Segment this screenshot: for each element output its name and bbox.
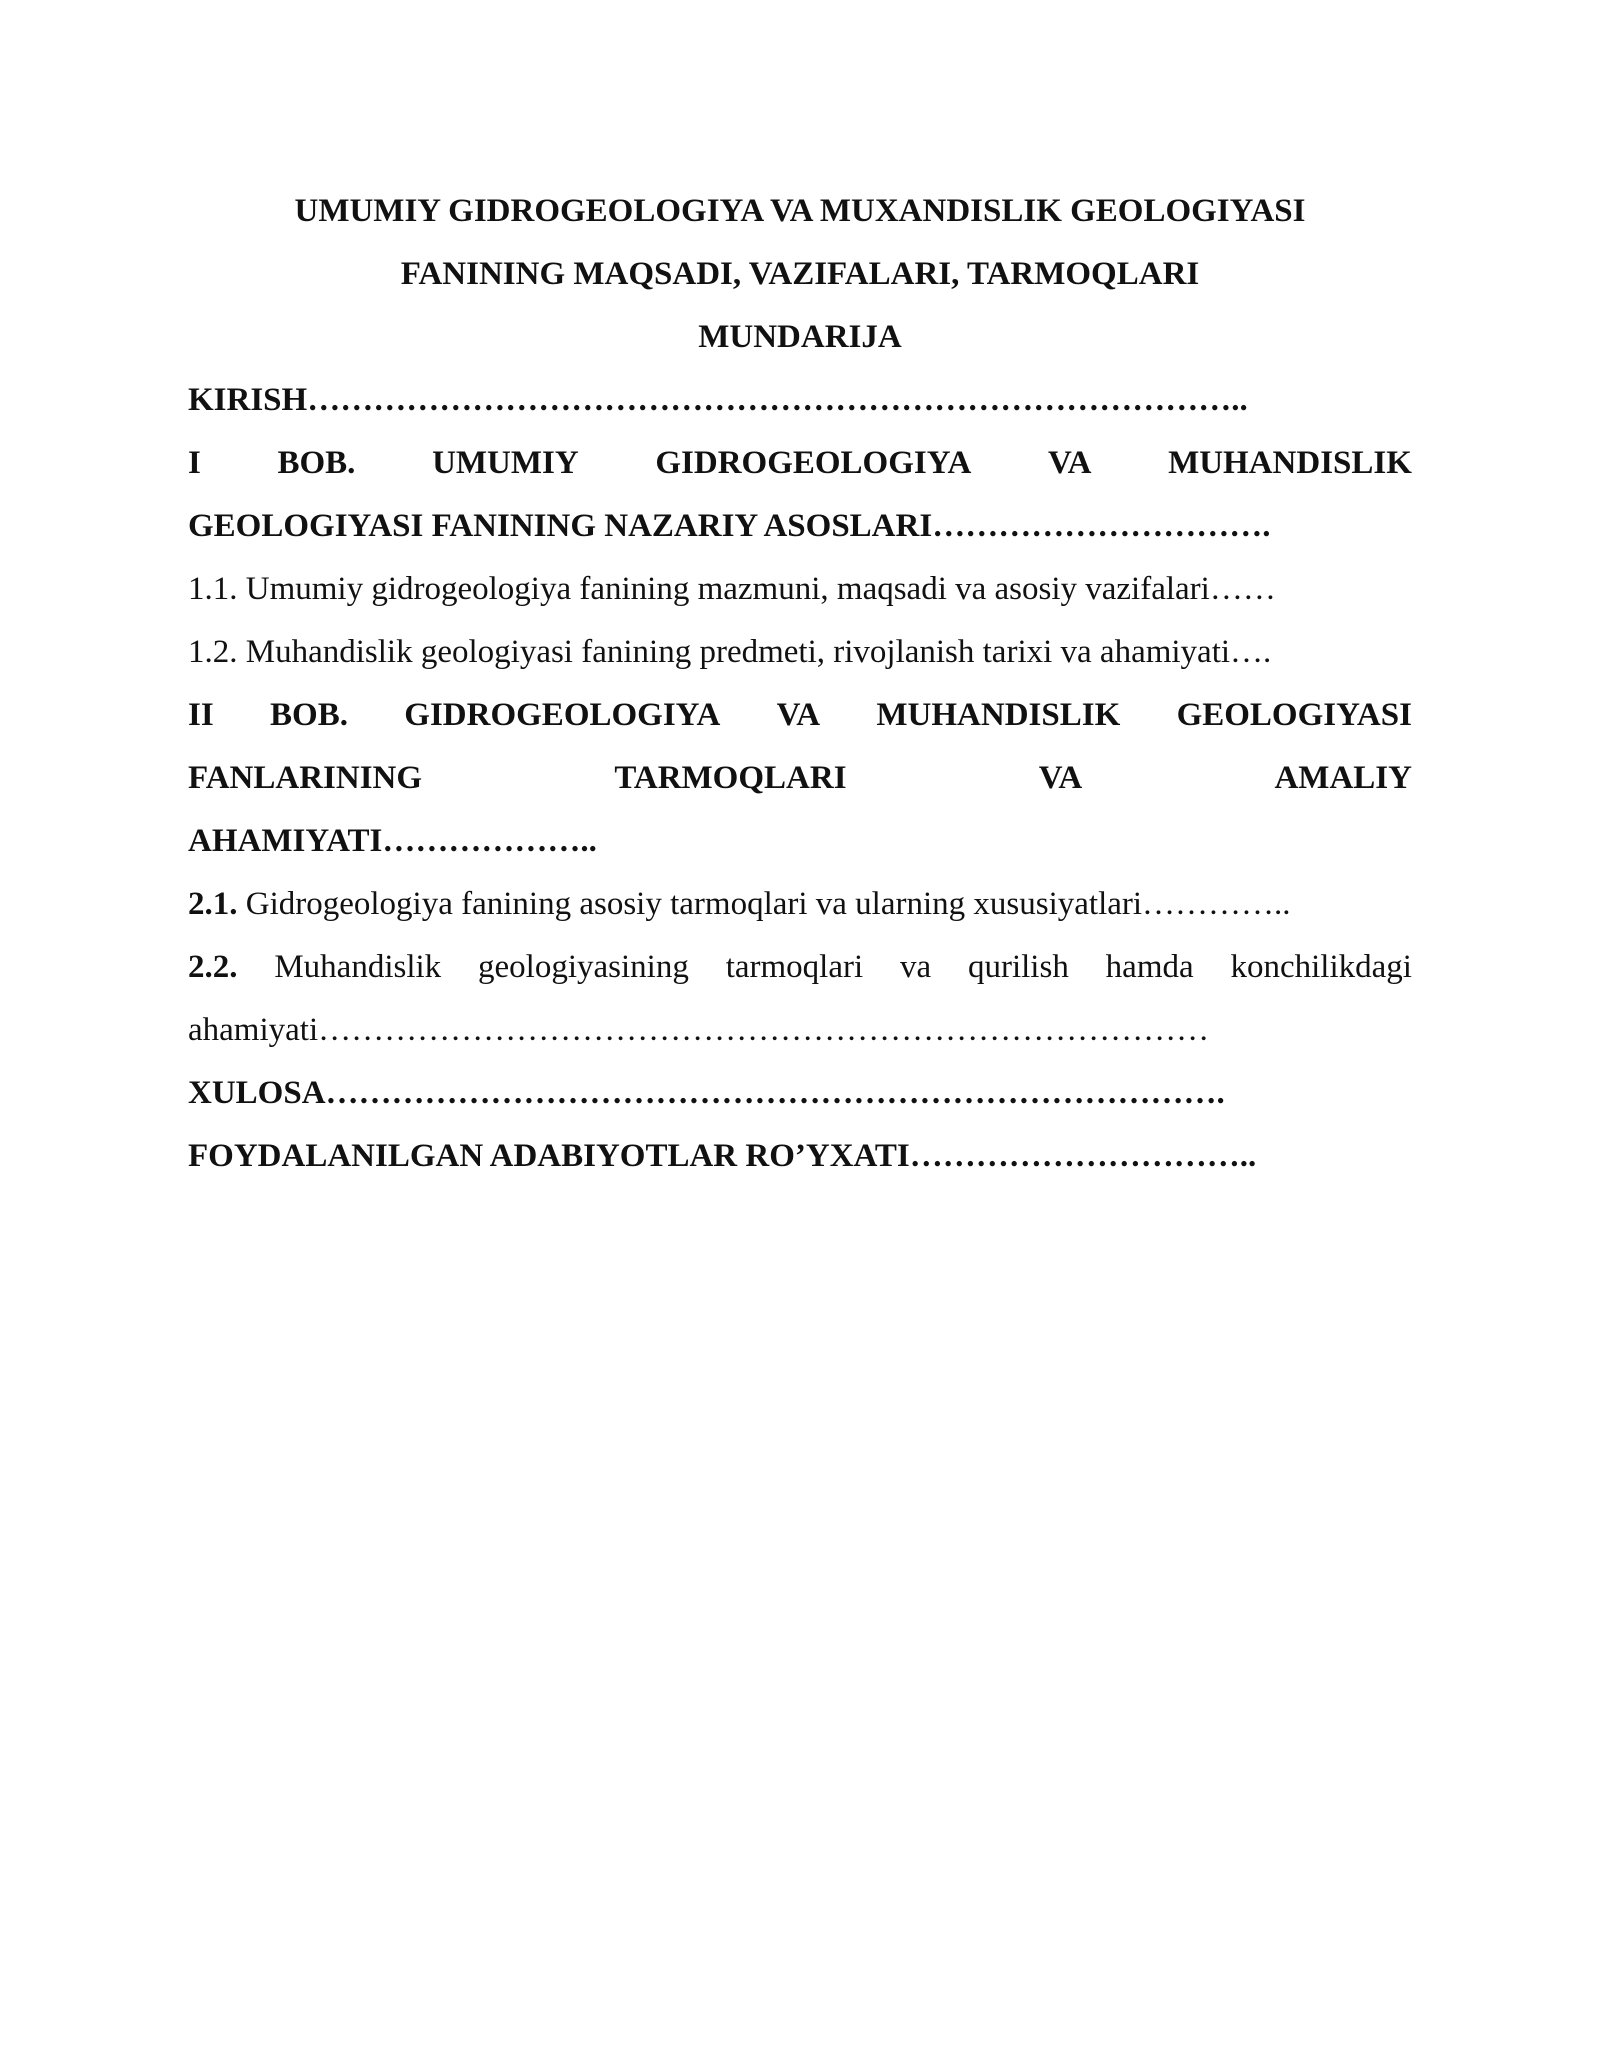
toc-entry-number: 2.1. <box>188 886 238 922</box>
contents-heading: MUNDARIJA <box>698 319 902 355</box>
toc-word: va <box>899 949 932 985</box>
toc-entry-2-2-line2: ahamiyati……………………………………………………………………… <box>188 1012 1210 1048</box>
document-title-line-1: UMUMIY GIDROGEOLOGIYA VA MUXANDISLIK GEOLOGIYASI <box>294 193 1306 229</box>
toc-word: geologiyasining <box>478 949 689 985</box>
toc-word: MUHANDISLIK <box>1168 445 1412 481</box>
toc-word: GEOLOGIYASI <box>1176 697 1412 733</box>
toc-word: hamda <box>1105 949 1194 985</box>
toc-entry-bob2-line1 <box>188 684 1412 747</box>
toc-word: TARMOQLARI <box>614 760 847 796</box>
toc-entry-bob2-line2 <box>188 747 1412 810</box>
document-page <box>188 180 1412 1188</box>
toc-word: AMALIY <box>1274 760 1412 796</box>
toc-entry-text: Gidrogeologiya fanining asosiy tarmoqlari va ularning xususiyatlari………….. <box>237 886 1291 922</box>
toc-word: VA <box>1048 445 1092 481</box>
toc-word: MUHANDISLIK <box>876 697 1121 733</box>
toc-word: tarmoqlari <box>725 949 864 985</box>
toc-word: konchilikdagi <box>1230 949 1412 985</box>
toc-entry-bob1-line2: GEOLOGIYASI FANINING NAZARIY ASOSLARI…………………………. <box>188 508 1271 544</box>
toc-entry-1-2: 1.2. Muhandislik geologiyasi fanining predmeti, rivojlanish tarixi va ahamiyati…. <box>188 634 1272 670</box>
toc-entry-1-1: 1.1. Umumiy gidrogeologiya fanining mazmuni, maqsadi va asosiy vazifalari…… <box>188 571 1276 607</box>
toc-word: Muhandislik <box>274 949 442 985</box>
toc-word: VA <box>1038 760 1083 796</box>
toc-entry-2-1 <box>188 873 1412 936</box>
toc-entry-2-2-line1 <box>188 936 1412 999</box>
toc-entry-xulosa: XULOSA………………………………………………………………………. <box>188 1075 1225 1111</box>
toc-entry-bob2-line3: AHAMIYATI……………….. <box>188 823 597 859</box>
toc-word: FANLARINING <box>188 760 423 796</box>
toc-word: BOB. <box>277 445 356 481</box>
toc-entry-number: 2.2. <box>188 949 238 985</box>
toc-word: VA <box>776 697 821 733</box>
toc-entry-kirish: KIRISH………………………………………………………………………….. <box>188 382 1248 418</box>
toc-word: BOB. <box>270 697 348 733</box>
toc-word: II <box>188 697 214 733</box>
document-title-line-2: FANINING MAQSADI, VAZIFALARI, TARMOQLARI <box>400 256 1200 292</box>
toc-entry-bob1-line1 <box>188 432 1412 495</box>
toc-word: qurilish <box>967 949 1069 985</box>
toc-entry-adabiyotlar: FOYDALANILGAN ADABIYOTLAR RO’YXATI………………………….. <box>188 1138 1257 1174</box>
toc-word: GIDROGEOLOGIYA <box>655 445 972 481</box>
toc-word: UMUMIY <box>432 445 579 481</box>
toc-word: GIDROGEOLOGIYA <box>404 697 721 733</box>
toc-word: I <box>188 445 201 481</box>
